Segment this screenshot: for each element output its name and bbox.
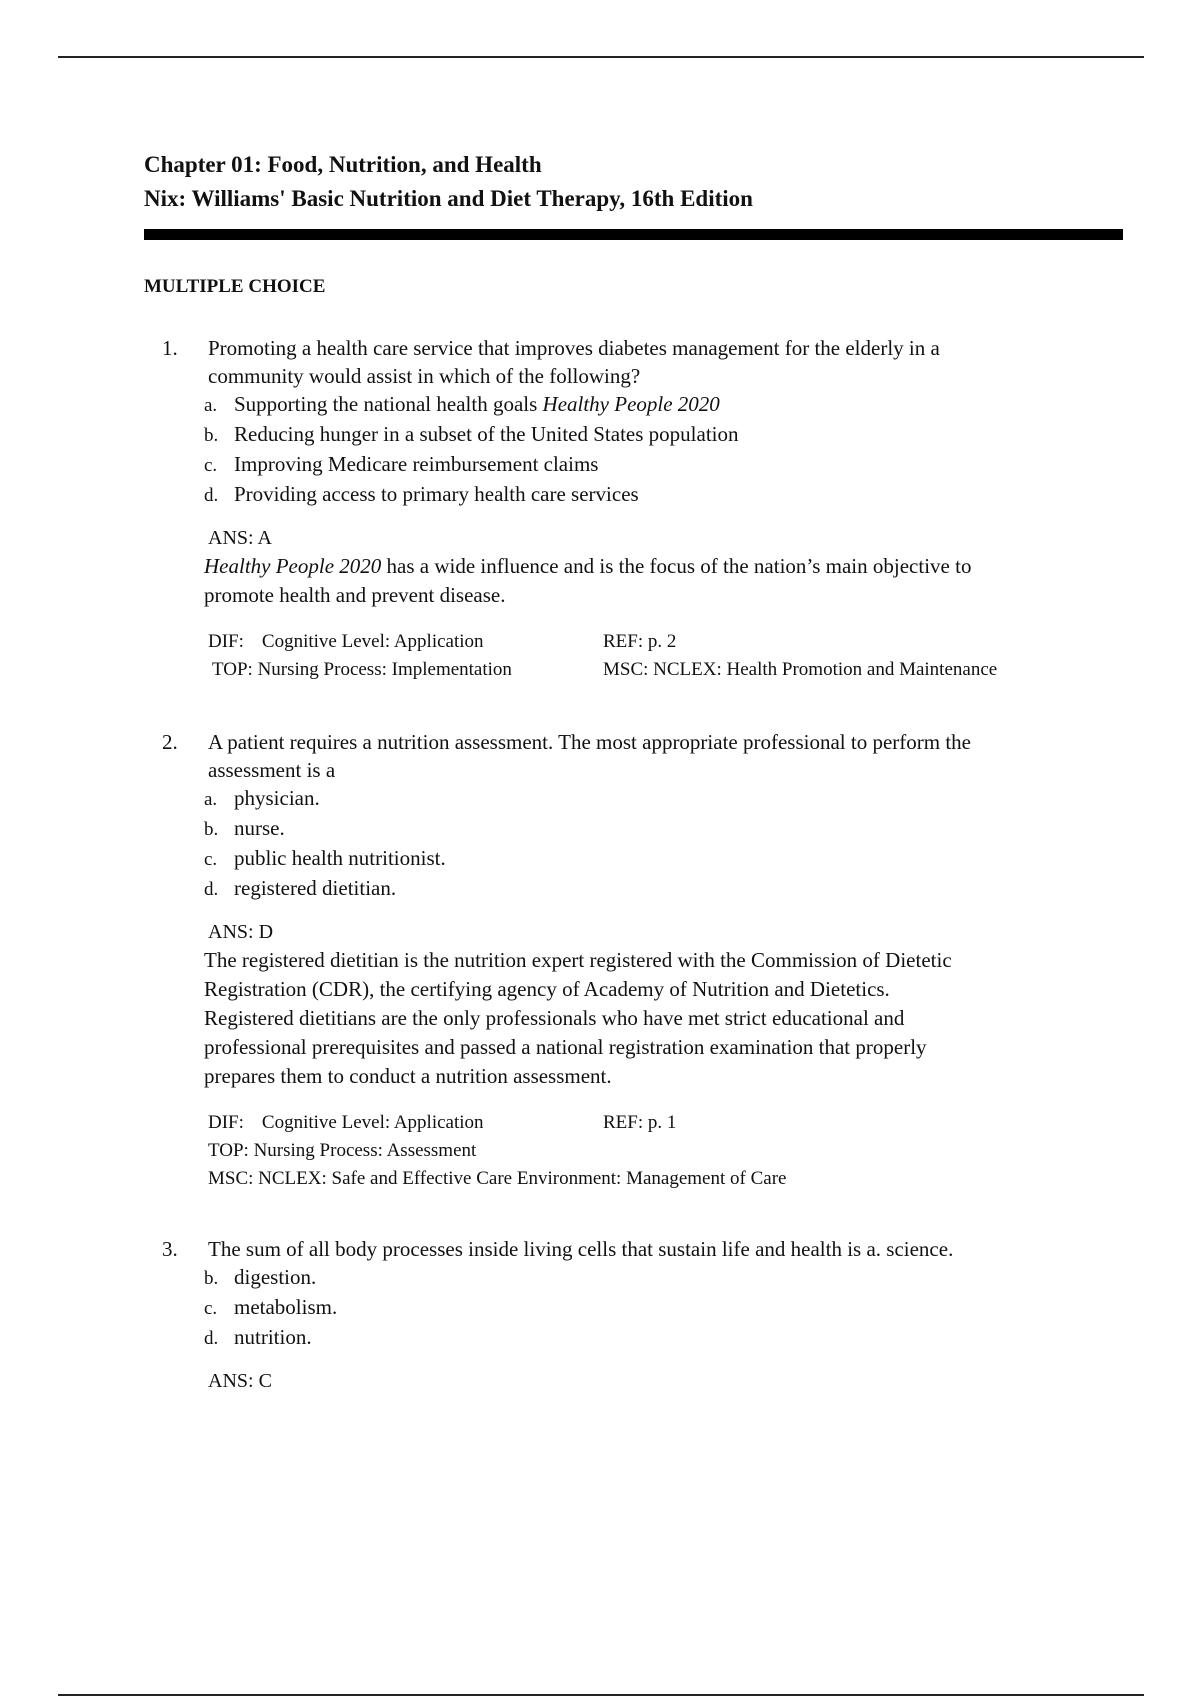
bottom-rule: [58, 1694, 1144, 1696]
option-d: d. registered dietitian.: [204, 876, 397, 900]
option-d: d. Providing access to primary health care services: [204, 482, 639, 506]
question-stem: The sum of all body processes inside living cells that sustain life and health is a. science.: [208, 1237, 954, 1261]
rationale: Healthy People 2020 has a wide influence and is the focus of the nation’s main objective to promote health and prevent disease.: [204, 554, 972, 607]
option-c: c. public health nutritionist.: [204, 846, 446, 870]
answer: ANS: A: [208, 527, 272, 549]
option-c: c. Improving Medicare reimbursement claims: [204, 452, 599, 476]
msc: MSC: NCLEX: Safe and Effective Care Environment: Management of Care: [208, 1168, 787, 1189]
question-stem: A patient requires a nutrition assessment. The most appropriate professional to perform the assessment is a: [208, 730, 972, 782]
option-a: a. Supporting the national health goals Healthy People 2020: [204, 392, 720, 416]
option-b: b. Reducing hunger in a subset of the United States population: [204, 422, 739, 446]
top-rule: [58, 56, 1144, 58]
difficulty: Cognitive Level: Application: [261, 631, 484, 652]
difficulty: Cognitive Level: Application: [261, 1112, 484, 1133]
topic: TOP: Nursing Process: Implementation: [212, 659, 512, 680]
reference: REF: p. 1: [603, 1112, 677, 1133]
option-b: b. digestion.: [204, 1265, 317, 1289]
section-title: MULTIPLE CHOICE: [144, 276, 326, 297]
rationale: The registered dietitian is the nutrition expert registered with the Commission of Dietetic Registration (CDR), the certifying agency of Academy of Nutrition and Dietetics. Registered dietitians are the only professionals who have met strict educational and professional prerequisites and passed a national registration examination that properly prepares them to conduct a nutrition assessment.: [204, 948, 952, 1088]
book-title: Nix: Williams' Basic Nutrition and Diet Therapy, 16th Edition: [144, 186, 753, 211]
msc: MSC: NCLEX: Health Promotion and Maintenance: [603, 659, 998, 680]
question-number: 2.: [162, 730, 178, 754]
reference: REF: p. 2: [603, 631, 677, 652]
header-divider: [144, 229, 1123, 240]
option-d: d. nutrition.: [204, 1325, 312, 1349]
chapter-title: Chapter 01: Food, Nutrition, and Health: [144, 152, 542, 177]
question-metadata: DIF: Cognitive Level: Application REF: p. 1 TOP: Nursing Process: Assessment MSC: NCLEX: Safe and Effective Care Environment: Management of Care: [144, 1109, 1094, 1193]
option-c: c. metabolism.: [204, 1295, 338, 1319]
question-2: [144, 728, 1094, 1193]
question-3: [144, 1235, 1094, 1395]
question-stem: Promoting a health care service that improves diabetes management for the elderly in a community would assist in which of the following?: [208, 336, 940, 388]
question-number: 3.: [162, 1237, 178, 1261]
question-number: 1.: [162, 336, 178, 360]
option-b: b. nurse.: [204, 816, 285, 840]
document-header: [144, 148, 753, 216]
option-a: a. physician.: [204, 786, 320, 810]
answer: ANS: C: [208, 1370, 272, 1392]
topic: TOP: Nursing Process: Assessment: [208, 1140, 477, 1161]
answer: ANS: D: [208, 921, 274, 943]
question-1: [144, 334, 1094, 684]
question-metadata: DIF: Cognitive Level: Application REF: p. 2 TOP: Nursing Process: Implementation MSC: NCLEX: Health Promotion and Maintenance: [144, 628, 1094, 684]
